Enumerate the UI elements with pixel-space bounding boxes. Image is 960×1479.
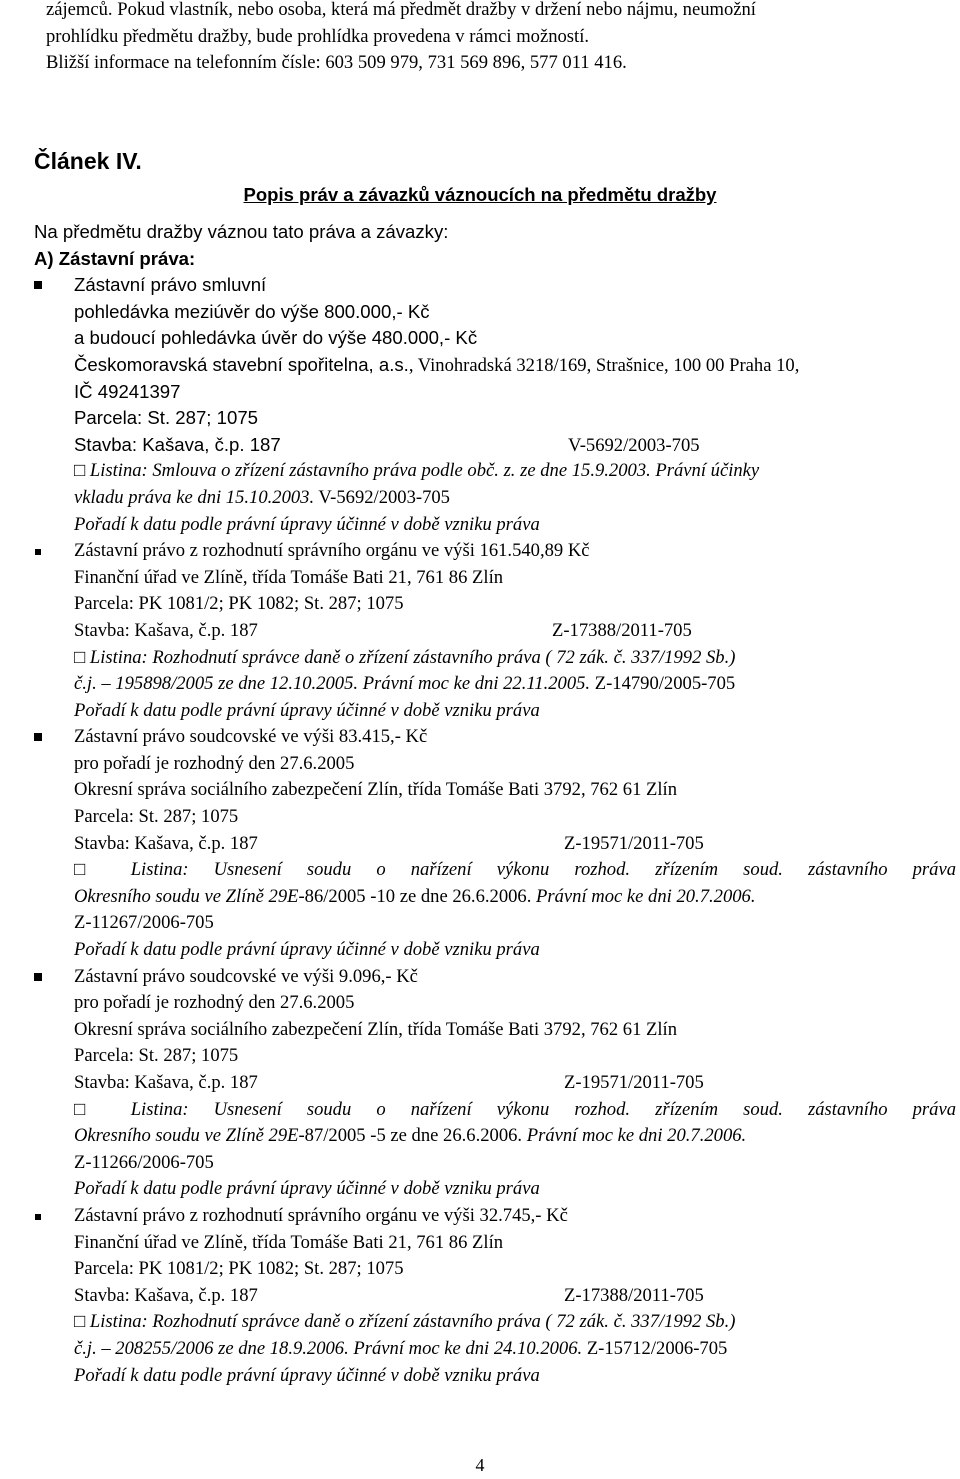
document-line: □ Listina: Rozhodnutí správce daně o zřízení zástavního práva ( 72 zák. č. 337/1992 Sb.) [74, 1311, 736, 1333]
lien-entry-3 [34, 724, 956, 963]
text-line [34, 1123, 956, 1150]
lien-entry-2 [34, 538, 956, 724]
lien-entry-5 [34, 1203, 956, 1389]
building-line [34, 618, 956, 645]
lien-type: Zástavní právo z rozhodnutí správního orgánu ve výši 161.540,89 Kč [74, 540, 590, 562]
building-label: Stavba: Kašava, č.p. 187 [74, 1284, 258, 1306]
text-line: prohlídku předmětu dražby, bude prohlídka provedena v rámci možností. [46, 25, 590, 47]
rights-list [34, 219, 956, 1389]
building-label: Stavba: Kašava, č.p. 187 [74, 1072, 258, 1093]
bullet-icon [34, 733, 42, 741]
parcel-line: Parcela: St. 287; 1075 [74, 407, 258, 429]
list-item [34, 272, 956, 299]
record-number: Z-11267/2006-705 [74, 912, 214, 934]
record-number: Z-14790/2005-705 [590, 673, 736, 695]
list-item [34, 1203, 956, 1230]
text-line [34, 884, 956, 911]
text-line [34, 485, 956, 512]
building-label: Stavba: Kašava, č.p. 187 [74, 433, 281, 455]
building-line [34, 831, 956, 858]
record-number: Z-11266/2006-705 [74, 1151, 214, 1173]
effective-date: Právní moc ke dni 20.7.2006. [531, 885, 756, 907]
document-line: □ Listina: Smlouva o zřízení zástavního práva podle obč. z. ze dne 15.9.2003. Právní účinky [74, 460, 760, 482]
case-number: -87/2005 -5 ze dne 26.6.2006. [298, 1125, 523, 1147]
creditor-line: Okresní správa sociálního zabezpečení Zlín, třída Tomáše Bati 3792, 762 61 Zlín [74, 1018, 678, 1040]
creditor-line: Okresní správa sociálního zabezpečení Zlín, třída Tomáše Bati 3792, 762 61 Zlín [74, 779, 678, 801]
text-line: pro pořadí je rozhodný den 27.6.2005 [74, 752, 355, 774]
parcel-line: Parcela: St. 287; 1075 [74, 1045, 239, 1067]
lien-type: Zástavní právo z rozhodnutí správního orgánu ve výši 32.745,- Kč [74, 1204, 568, 1226]
record-number: Z-19571/2011-705 [564, 1072, 704, 1093]
record-number: V-5692/2003-705 [314, 486, 450, 508]
article-heading: Článek IV. [34, 148, 142, 174]
effective-date: vkladu práva ke dni 15.10.2003. [74, 486, 315, 508]
priority-line: Pořadí k datu podle právní úpravy účinné v době vzniku práva [74, 1364, 540, 1386]
bullet-icon [34, 973, 42, 981]
text-line: zájemců. Pokud vlastník, nebo osoba, která má předmět dražby v držení nebo nájmu, neumožní [46, 0, 756, 20]
effective-date: Právní moc ke dni 20.7.2006. [522, 1125, 747, 1147]
lien-type: Zástavní právo soudcovské ve výši 9.096,- Kč [74, 965, 418, 987]
record-number: Z-15712/2006-705 [582, 1337, 728, 1359]
document-line: □ Listina: Usnesení soudu o nařízení výkonu rozhod. zřízením soud. zástavního práva [74, 1098, 956, 1120]
text-line: IČ 49241397 [74, 380, 181, 402]
list-item [34, 964, 956, 991]
reference-number: č.j. – 208255/2006 ze dne 18.9.2006. [74, 1337, 349, 1359]
priority-line: Pořadí k datu podle právní úpravy účinné v době vzniku práva [74, 699, 540, 721]
document-line: □ Listina: Usnesení soudu o nařízení výkonu rozhod. zřízením soud. zástavního práva [74, 859, 956, 881]
court-name: Okresního soudu ve Zlíně 29E [74, 885, 299, 907]
intro-line: Na předmětu dražby váznou tato práva a závazky: [34, 221, 449, 242]
bullet-icon [34, 281, 42, 289]
bullet-icon [35, 549, 41, 555]
text-line [34, 1336, 956, 1363]
text-line: a budoucí pohledávka úvěr do výše 480.000,- Kč [74, 327, 478, 349]
text-line [34, 671, 956, 698]
list-item [34, 724, 956, 751]
text-line: pro pořadí je rozhodný den 27.6.2005 [74, 992, 355, 1014]
bullet-icon [35, 1214, 41, 1220]
lien-entry-1 [34, 272, 956, 538]
lien-type: Zástavní právo soudcovské ve výši 83.415,- Kč [74, 726, 428, 748]
priority-line: Pořadí k datu podle právní úpravy účinné v době vzniku práva [74, 1178, 540, 1200]
effective-date: Právní moc ke dni 24.10.2006. [348, 1337, 583, 1359]
priority-line: Pořadí k datu podle právní úpravy účinné v době vzniku práva [74, 939, 540, 961]
effective-date: Právní moc ke dni 22.11.2005. [358, 673, 591, 695]
building-label: Stavba: Kašava, č.p. 187 [74, 619, 258, 641]
creditor-line [34, 352, 956, 379]
court-name: Okresního soudu ve Zlíně 29E [74, 1125, 299, 1147]
section-a-heading: A) Zástavní práva: [34, 247, 196, 269]
text-line: pohledávka meziúvěr do výše 800.000,- Kč [74, 300, 430, 322]
text-line: Bližší informace na telefonním čísle: 603 509 979, 731 569 896, 577 011 416. [46, 52, 627, 74]
lien-type: Zástavní právo smluvní [74, 274, 267, 296]
record-number: Z-17388/2011-705 [552, 619, 692, 641]
record-number: Z-17388/2011-705 [564, 1284, 704, 1306]
intro-paragraph [46, 0, 946, 77]
parcel-line: Parcela: PK 1081/2; PK 1082; St. 287; 1075 [74, 593, 404, 615]
building-line [34, 1283, 956, 1310]
building-line [34, 432, 956, 459]
creditor-address: , Vinohradská 3218/169, Strašnice, 100 00 Praha 10, [408, 354, 800, 376]
priority-line: Pořadí k datu podle právní úpravy účinné v době vzniku práva [74, 513, 540, 535]
creditor-line: Finanční úřad ve Zlíně, třída Tomáše Bati 21, 761 86 Zlín [74, 566, 504, 588]
reference-number: č.j. – 195898/2005 ze dne 12.10.2005. [74, 673, 359, 695]
building-line [34, 1070, 956, 1097]
lien-entry-4 [34, 964, 956, 1203]
record-number: V-5692/2003-705 [568, 434, 700, 456]
case-number: -86/2005 -10 ze dne 26.6.2006. [298, 885, 532, 907]
creditor-line: Finanční úřad ve Zlíně, třída Tomáše Bati 21, 761 86 Zlín [74, 1231, 504, 1253]
document-line: □ Listina: Rozhodnutí správce daně o zřízení zástavního práva ( 72 zák. č. 337/1992 Sb.) [74, 646, 736, 668]
building-label: Stavba: Kašava, č.p. 187 [74, 832, 258, 854]
list-item [34, 538, 956, 565]
parcel-line: Parcela: PK 1081/2; PK 1082; St. 287; 1075 [74, 1258, 404, 1280]
section-title: Popis práv a závazků váznoucích na předmětu dražby [243, 184, 717, 205]
page-number: 4 [475, 1455, 485, 1475]
record-number: Z-19571/2011-705 [564, 832, 704, 854]
parcel-line: Parcela: St. 287; 1075 [74, 806, 239, 828]
creditor-name: Českomoravská stavební spořitelna, a.s. [74, 353, 409, 375]
